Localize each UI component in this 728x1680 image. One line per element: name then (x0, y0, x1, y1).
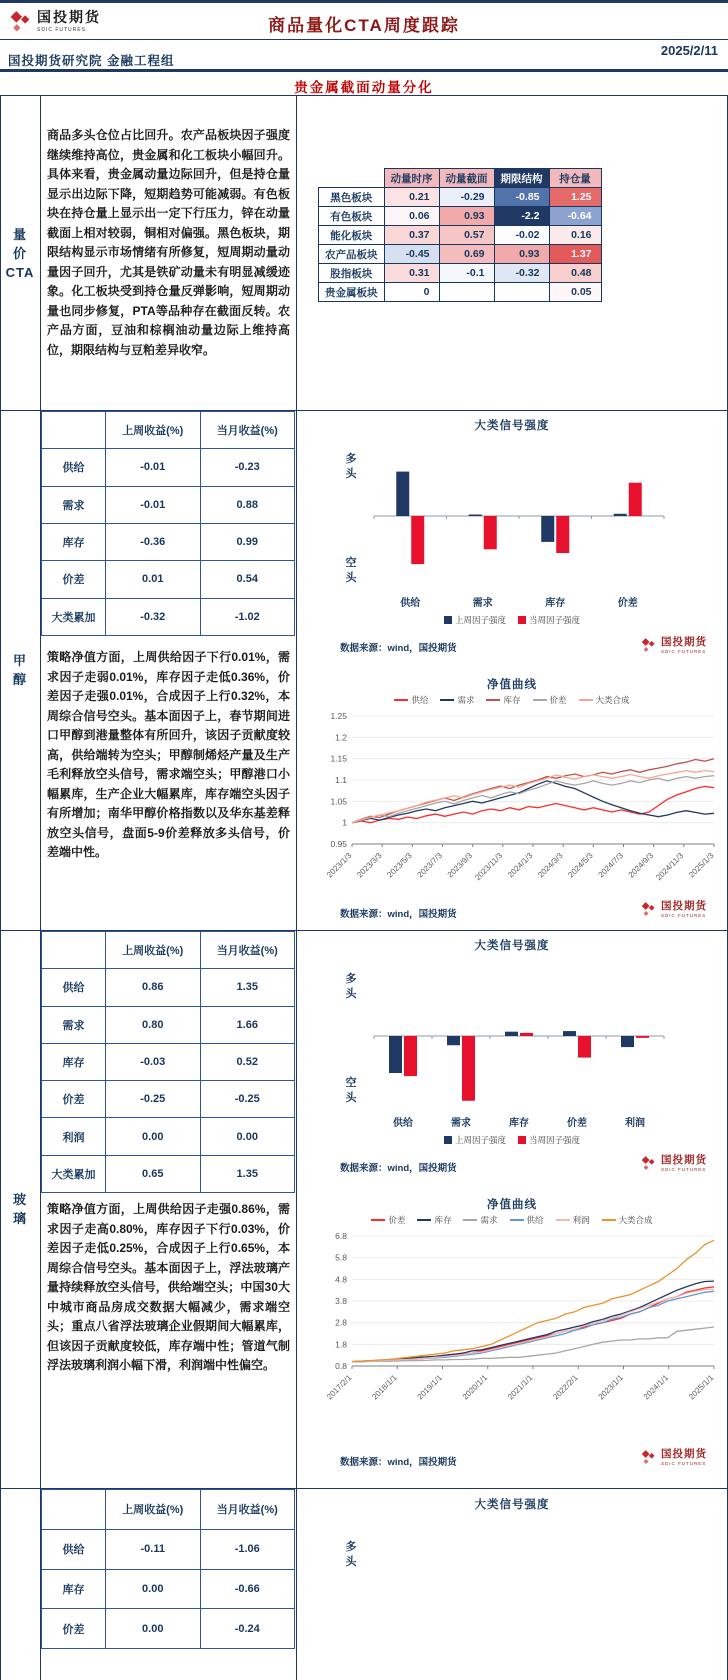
table-row (42, 1006, 295, 1043)
column-header: 上周收益(%) (106, 1490, 201, 1530)
table-cell: -0.01 (106, 449, 201, 486)
legend-label: 大类合成 (618, 1215, 653, 1225)
column-header: 持仓量 (549, 169, 601, 188)
table-cell: -0.36 (106, 523, 201, 560)
divider (40, 95, 41, 1680)
legend-label: 库存 (503, 695, 521, 705)
table-cell: -0.32 (494, 264, 549, 283)
glass-line-legend (296, 1214, 728, 1226)
table-cell: 0.65 (106, 1155, 201, 1192)
table-row (319, 207, 602, 226)
line-chart-canvas (296, 710, 728, 890)
methanol-line-chart (296, 710, 728, 890)
svg-text:2018/1/1: 2018/1/1 (370, 1373, 399, 1402)
svg-text:2024/11/3: 2024/11/3 (654, 851, 686, 883)
table-cell: 0.00 (200, 1118, 295, 1155)
table-cell (494, 283, 549, 302)
legend-swatch (533, 699, 547, 701)
table-cell: 0.93 (494, 245, 549, 264)
row-label: 价差 (42, 1081, 106, 1118)
legend-label: 需求 (480, 1215, 498, 1225)
long-axis-label: 多头 (345, 973, 357, 1000)
legend-item (440, 694, 474, 706)
legend-swatch (444, 1136, 452, 1144)
legend-item (463, 1214, 497, 1226)
svg-text:6.8: 6.8 (335, 1231, 347, 1241)
table-row (42, 1569, 295, 1609)
table-cell: 0.06 (384, 207, 439, 226)
row-label: 需求 (42, 1006, 106, 1043)
table-cell (439, 283, 494, 302)
divider (0, 69, 728, 72)
table-cell: 0.00 (106, 1609, 201, 1649)
column-header: 动量时序 (384, 169, 439, 188)
legend-item (371, 1214, 405, 1226)
brand-subtitle: SDIC FUTURES (661, 1167, 707, 1172)
legend-label: 供给 (526, 1215, 544, 1225)
row-label: 价差 (42, 1609, 106, 1649)
table-cell: 0.80 (106, 1006, 201, 1043)
momentum-table (318, 168, 602, 302)
column-header: 动量截面 (439, 169, 494, 188)
brand-name: 国投期货 (37, 9, 101, 25)
table-cell: -1.02 (200, 598, 295, 635)
svg-text:3.8: 3.8 (335, 1296, 347, 1306)
svg-text:2025/1/1: 2025/1/1 (687, 1373, 716, 1402)
long-axis-label: 多头 (345, 1541, 357, 1568)
legend-label: 当周因子强度 (529, 615, 581, 625)
table-cell: -0.01 (106, 486, 201, 523)
svg-text:利润: 利润 (625, 1118, 645, 1129)
svg-text:5.8: 5.8 (335, 1252, 347, 1263)
row-label: 有色板块 (319, 207, 385, 226)
legend-swatch (444, 616, 452, 624)
table-cell: 0.00 (106, 1118, 201, 1155)
table-row (42, 486, 295, 523)
legend-swatch (602, 1219, 616, 1221)
legend-item (417, 1214, 451, 1226)
legend-label: 上周因子强度 (454, 1135, 506, 1145)
table-row (42, 523, 295, 560)
table-row (42, 1609, 295, 1649)
table (41, 1489, 295, 1649)
section-label-char: 量 (12, 226, 27, 242)
table (41, 931, 295, 1193)
row-label: 能化板块 (319, 226, 385, 245)
svg-text:1: 1 (342, 817, 347, 828)
svg-text:供给: 供给 (393, 1118, 413, 1129)
table-cell: -0.03 (106, 1043, 201, 1080)
legend-item (518, 614, 580, 626)
divider (0, 39, 728, 40)
row-label: 黑色板块 (319, 188, 385, 207)
legend-swatch (486, 699, 500, 701)
legend-swatch (579, 699, 593, 701)
header-row (42, 932, 295, 969)
table-cell: 0.48 (549, 264, 601, 283)
column-header: 当月收益(%) (200, 932, 295, 969)
table-cell: -0.29 (439, 188, 494, 207)
brand-subtitle: SDIC FUTURES (661, 649, 707, 654)
glass-factor-table (41, 931, 295, 1193)
table-cell: 1.25 (549, 188, 601, 207)
header-row (42, 412, 295, 449)
row-label: 需求 (42, 486, 106, 523)
svg-text:价差: 价差 (567, 1118, 587, 1129)
table (318, 168, 602, 302)
legend-swatch (518, 616, 526, 624)
section-label-cta (0, 96, 40, 410)
bar-series-1 (396, 472, 627, 542)
table-cell: -0.32 (106, 598, 201, 635)
svg-text:1.15: 1.15 (330, 753, 347, 764)
row-label: 农产品板块 (319, 245, 385, 264)
column-header (42, 1490, 106, 1530)
cta-commentary: 商品多头仓位占比回升。农产品板块因子强度继续维持高位，贵金属和化工板块小幅回升。具体来看，贵金属动量边际回升，但是持仓量显示出边际下降，短期趋势可能减弱。有色板块在持仓量上显示出一定下行压力，锌在动量截面上相对较弱，铜相对偏强。黑色板块，期限结构显示市场情绪有所修复，短周期动量动量因子回升，尤其是铁矿动量未有明显减缓迹象。化工板块受到持仓量反弹影响，短周期动量也同步修复，PTA等品种存在截面反转。农产品方面，豆油和棕榈油动量边际上维持高位，期限结构与豆粕差异收窄。 (47, 128, 290, 357)
column-header (42, 932, 106, 969)
legend-item (444, 614, 506, 626)
table-cell: 0.54 (200, 561, 295, 598)
table-cell: 0.37 (384, 226, 439, 245)
report-date: 2025/2/11 (660, 43, 718, 58)
methanol-factor-table (41, 411, 295, 636)
header-row (42, 1490, 295, 1530)
table-cell: 1.66 (200, 1006, 295, 1043)
table-cell: 0.52 (200, 1043, 295, 1080)
legend-label: 供给 (411, 695, 429, 705)
brand-logo (640, 1446, 707, 1466)
brand-diamond-icon (640, 636, 657, 653)
table-row (42, 561, 295, 598)
next-bar-chart-title: 大类信号强度 (474, 1499, 550, 1511)
section-label-char: 甲 (12, 653, 27, 668)
table-cell: 1.35 (200, 1155, 295, 1192)
legend-label: 需求 (457, 695, 475, 705)
legend-item (486, 694, 520, 706)
table-row (319, 226, 602, 245)
methanol-commentary: 策略净值方面，上周供给因子下行0.01%，需求因子走弱0.01%，库存因子走低0.36%，价差因子走强0.01%，合成因子上行0.32%，本周综合信号空头。基本面因子上，春节期间进口甲醇到港量整体有所回升，该因子贡献度较高，供给端转为空头；甲醇制烯烃产量及生产毛利释放空头信号，需求端空头；甲醇港口小幅累库，生产企业大幅累库，库存端空头因子有所增加；南华甲醇价格指数以及华东基差释放空头信号，盘面5-9价差释放多头信号，价差端中性。 (47, 650, 290, 859)
svg-text:2024/7/3: 2024/7/3 (596, 851, 625, 880)
table-cell: -0.02 (494, 226, 549, 245)
header-row (319, 169, 602, 188)
svg-text:2024/1/1: 2024/1/1 (641, 1373, 671, 1402)
data-source-note: 数据来源：wind，国投期货 (340, 1163, 457, 1174)
legend-item (444, 1134, 506, 1146)
legend-swatch (510, 1219, 524, 1221)
svg-text:2019/1/1: 2019/1/1 (415, 1373, 444, 1402)
table-cell: -0.66 (200, 1569, 295, 1609)
bar-chart-canvas (296, 954, 728, 1132)
legend-item (510, 1214, 544, 1226)
column-header: 期限结构 (494, 169, 549, 188)
page-title: 商品量化CTA周度跟踪 (268, 16, 460, 35)
svg-text:2023/11/3: 2023/11/3 (473, 851, 505, 883)
row-label: 股指板块 (319, 264, 385, 283)
line-chart-canvas (296, 1230, 728, 1416)
table-cell: -2.2 (494, 207, 549, 226)
column-header: 上周收益(%) (106, 412, 201, 449)
brand-name: 国投期货 (661, 900, 707, 912)
svg-text:4.8: 4.8 (335, 1274, 347, 1285)
table-row (42, 1118, 295, 1155)
brand-logo (640, 1152, 707, 1172)
report-subtitle: 贵金属截面动量分化 (294, 80, 434, 95)
table-cell: 0.88 (200, 486, 295, 523)
methanol-bar-chart (296, 434, 728, 612)
data-source-note: 数据来源：wind，国投期货 (340, 1457, 457, 1468)
table-cell: 0.99 (200, 523, 295, 560)
line-series-2 (352, 1281, 714, 1362)
svg-text:1.25: 1.25 (330, 711, 347, 721)
svg-text:2024/5/3: 2024/5/3 (566, 851, 595, 880)
row-label: 供给 (42, 449, 106, 486)
line-series-1 (352, 786, 714, 822)
table-row (42, 1155, 295, 1192)
svg-text:1.1: 1.1 (335, 775, 347, 785)
svg-text:2023/1/1: 2023/1/1 (596, 1373, 625, 1402)
svg-text:2.8: 2.8 (335, 1317, 347, 1328)
table-row (319, 283, 602, 302)
table-cell: -0.1 (439, 264, 494, 283)
svg-text:库存: 库存 (545, 598, 566, 609)
svg-text:2020/1/1: 2020/1/1 (460, 1373, 490, 1402)
table-cell: -1.06 (200, 1529, 295, 1569)
legend-swatch (556, 1219, 570, 1221)
row-label: 库存 (42, 523, 106, 560)
table-row (42, 1529, 295, 1569)
legend-swatch (394, 699, 408, 701)
divider (0, 0, 728, 3)
table-cell: -0.25 (106, 1081, 201, 1118)
short-axis-label: 空头 (345, 1077, 357, 1104)
legend-label: 利润 (572, 1215, 590, 1225)
table-cell: 0.93 (439, 207, 494, 226)
table-row (42, 1043, 295, 1080)
brand-diamond-icon (640, 1448, 657, 1465)
svg-text:1.8: 1.8 (335, 1339, 347, 1350)
svg-text:2024/9/3: 2024/9/3 (626, 851, 656, 880)
data-source-note: 数据来源：wind，国投期货 (340, 909, 457, 920)
table-cell: -0.85 (494, 188, 549, 207)
brand-name: 国投期货 (661, 1448, 707, 1460)
legend-label: 价差 (549, 695, 567, 705)
glass-bar-legend (296, 1134, 728, 1146)
bar-series-2 (404, 1033, 649, 1101)
section-label-char: 玻 (12, 1192, 27, 1207)
table-row (42, 969, 295, 1006)
brand-diamond-icon (640, 1154, 657, 1171)
legend-item (518, 1134, 580, 1146)
svg-text:2023/3/3: 2023/3/3 (355, 851, 384, 880)
org-name: 国投期货研究院 金融工程组 (8, 54, 175, 68)
column-header: 当月收益(%) (200, 1490, 295, 1530)
table-cell: 0.69 (439, 245, 494, 264)
legend-item (533, 694, 567, 706)
table-cell: -0.25 (200, 1081, 295, 1118)
table-cell: 0.05 (549, 283, 601, 302)
legend-swatch (440, 699, 454, 701)
brand-subtitle: SDIC FUTURES (661, 1461, 707, 1466)
row-label: 利润 (42, 1118, 106, 1155)
svg-text:需求: 需求 (451, 1118, 471, 1129)
next-factor-table (41, 1489, 295, 1649)
svg-text:需求: 需求 (472, 598, 493, 609)
table-cell: 0.57 (439, 226, 494, 245)
svg-text:0.8: 0.8 (335, 1361, 347, 1371)
brand-name: 国投期货 (661, 1154, 707, 1166)
section-label-char: 醇 (12, 672, 27, 687)
methanol-line-legend (296, 694, 728, 706)
table-cell: -0.64 (549, 207, 601, 226)
bar-chart-canvas (296, 434, 728, 612)
svg-text:2024/1/3: 2024/1/3 (506, 851, 535, 880)
methanol-bar-chart-title: 大类信号强度 (474, 420, 550, 432)
legend-label: 库存 (434, 1215, 452, 1225)
divider (0, 95, 728, 96)
legend-label: 当周因子强度 (529, 1135, 581, 1145)
svg-text:2023/5/3: 2023/5/3 (385, 851, 414, 880)
brand-name: 国投期货 (661, 636, 707, 648)
table-cell: 0.16 (549, 226, 601, 245)
svg-text:1.2: 1.2 (335, 732, 347, 743)
legend-swatch (463, 1219, 477, 1221)
table-row (319, 188, 602, 207)
table-row (42, 1081, 295, 1118)
svg-text:2023/9/3: 2023/9/3 (445, 851, 475, 880)
table-cell: -0.23 (200, 449, 295, 486)
legend-item (394, 694, 428, 706)
table-cell: -0.45 (384, 245, 439, 264)
table-cell: 0.86 (106, 969, 201, 1006)
table-row (319, 245, 602, 264)
table-cell: 1.37 (549, 245, 601, 264)
svg-text:2023/7/3: 2023/7/3 (415, 851, 444, 880)
legend-swatch (371, 1219, 385, 1221)
data-source-note: 数据来源：wind，国投期货 (340, 643, 457, 654)
brand-subtitle: SDIC FUTURES (661, 913, 707, 918)
section-label-char: 价 (12, 245, 27, 261)
column-header: 上周收益(%) (106, 932, 201, 969)
table-row (319, 264, 602, 283)
row-label: 库存 (42, 1569, 106, 1609)
svg-text:供给: 供给 (400, 598, 421, 609)
svg-text:库存: 库存 (509, 1118, 529, 1129)
svg-text:2024/3/3: 2024/3/3 (536, 851, 565, 880)
section-label-char: 璃 (12, 1211, 27, 1226)
legend-item (579, 694, 630, 706)
row-label: 价差 (42, 561, 106, 598)
table-corner (319, 169, 385, 188)
table-cell: 1.35 (200, 969, 295, 1006)
row-label: 供给 (42, 1529, 106, 1569)
short-axis-label: 空头 (345, 557, 357, 584)
row-label: 大类累加 (42, 598, 106, 635)
row-label: 库存 (42, 1043, 106, 1080)
legend-item (602, 1214, 653, 1226)
bar-series-1 (389, 1031, 634, 1073)
glass-bar-chart (296, 954, 728, 1132)
table-row (42, 449, 295, 486)
section-label-char: CTA (5, 264, 35, 280)
svg-text:价差: 价差 (617, 598, 638, 609)
row-label: 供给 (42, 969, 106, 1006)
methanol-line-chart-title: 净值曲线 (487, 679, 537, 691)
row-label: 贵金属板块 (319, 283, 385, 302)
svg-text:2017/2/1: 2017/2/1 (325, 1373, 354, 1402)
legend-label: 上周因子强度 (454, 615, 506, 625)
section-label-glass (0, 930, 40, 1488)
brand-logo (640, 898, 707, 918)
table-cell: -0.24 (200, 1609, 295, 1649)
brand-logo (640, 634, 707, 654)
row-label: 大类累加 (42, 1155, 106, 1192)
column-header (42, 412, 106, 449)
svg-text:2021/1/1: 2021/1/1 (506, 1373, 535, 1402)
legend-label: 大类合成 (595, 695, 630, 705)
table-cell: 0 (384, 283, 439, 302)
section-label-methanol (0, 410, 40, 930)
methanol-bar-legend (296, 614, 728, 626)
brand-diamond-icon (640, 900, 657, 917)
table-cell: -0.11 (106, 1529, 201, 1569)
table (41, 411, 295, 636)
table-row (42, 598, 295, 635)
svg-text:2025/1/3: 2025/1/3 (687, 851, 716, 880)
glass-commentary: 策略净值方面，上周供给因子走强0.86%，需求因子走高0.80%，库存因子下行0.03%，价差因子走低0.25%，合成因子上行0.65%，本周综合信号空头。基本面因子上，浮法玻璃产量持续释放空头信号，供给端空头；中国30大中城市商品房成交数据大幅减少，需求端空头；重点八省浮法玻璃企业假期间大幅累库，但该因子贡献度较低，库存端中性；管道气制浮法玻璃利润小幅下滑，利润端中性偏空。 (47, 1202, 290, 1372)
bar-series-2 (411, 483, 642, 564)
legend-label: 价差 (388, 1215, 406, 1225)
column-header: 当月收益(%) (200, 412, 295, 449)
legend-item (556, 1214, 590, 1226)
legend-swatch (518, 1136, 526, 1144)
glass-line-chart-title: 净值曲线 (487, 1199, 537, 1211)
table-cell: 0.00 (106, 1569, 201, 1609)
glass-line-chart (296, 1230, 728, 1416)
long-axis-label: 多头 (345, 453, 357, 480)
svg-text:2023/1/3: 2023/1/3 (325, 851, 354, 880)
table-cell: 0.01 (106, 561, 201, 598)
svg-text:1.05: 1.05 (330, 796, 347, 807)
table-cell: 0.31 (384, 264, 439, 283)
glass-bar-chart-title: 大类信号强度 (474, 940, 550, 952)
legend-swatch (417, 1219, 431, 1221)
svg-text:2022/2/1: 2022/2/1 (551, 1373, 580, 1402)
svg-text:0.95: 0.95 (330, 839, 347, 849)
table-cell: 0.21 (384, 188, 439, 207)
brand-subtitle: SDIC FUTURES (37, 27, 86, 33)
